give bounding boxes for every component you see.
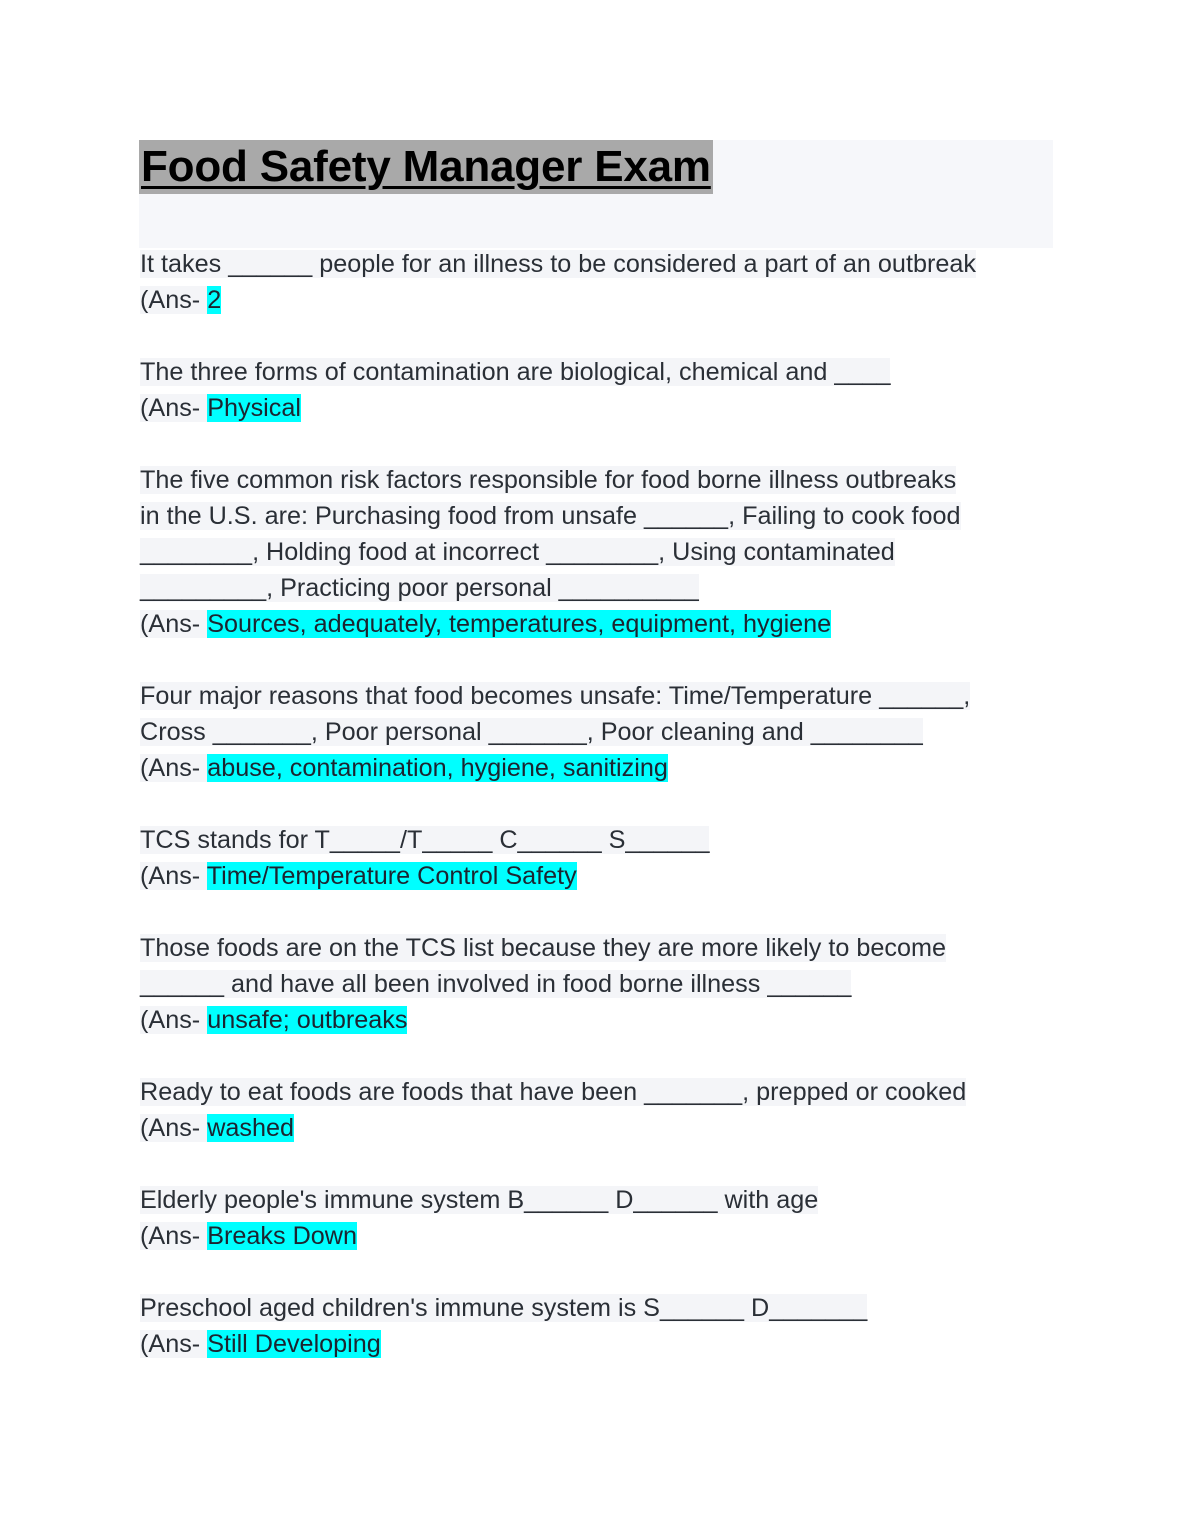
question-text: It takes ______ people for an illness to be considered a part of an outbreak [140,250,976,278]
question-item [140,1074,1060,1146]
answer-highlight: washed [207,1114,295,1142]
question-text: Four major reasons that food becomes unsafe: Time/Temperature ______, [140,682,971,710]
answer-highlight: Time/Temperature Control Safety [206,862,577,890]
answer-highlight: Sources, adequately, temperatures, equipment, hygiene [207,610,832,638]
answer-prefix: (Ans- [140,754,208,782]
answer-prefix: (Ans- [140,394,208,422]
answer-line [140,750,1060,786]
question-text: The three forms of contamination are biological, chemical and ____ [140,358,891,386]
answer-highlight: 2 [207,286,222,314]
answer-line [140,606,1060,642]
question-item [140,1290,1060,1362]
answer-line [140,1110,1060,1146]
question-text: ______ and have all been involved in food borne illness ______ [140,970,852,998]
answer-highlight: Physical [207,394,301,422]
question-text: _________, Practicing poor personal __________ [140,574,699,602]
answer-prefix: (Ans- [140,862,207,890]
answer-highlight: abuse, contamination, hygiene, sanitizing [207,754,668,782]
answer-prefix: (Ans- [140,1006,208,1034]
question-text: Preschool aged children's immune system is S______ D_______ [140,1294,868,1322]
question-item [140,246,1060,318]
question-line [140,354,1060,390]
question-line [140,462,1060,498]
question-line [140,1182,1060,1218]
question-line [140,930,1060,966]
question-item [140,678,1060,786]
answer-line [140,282,1060,318]
page-title: Food Safety Manager Exam [139,140,713,194]
question-line [140,246,1060,282]
question-line [140,822,1060,858]
question-text: The five common risk factors responsible for food borne illness outbreaks [140,466,957,494]
answer-line [140,858,1060,894]
answer-line [140,1218,1060,1254]
question-line [140,1074,1060,1110]
question-item [140,354,1060,426]
answer-line [140,390,1060,426]
answer-prefix: (Ans- [140,1114,208,1142]
question-text: TCS stands for T_____/T_____ C______ S______ [140,826,710,854]
answer-highlight: Still Developing [207,1330,381,1358]
question-line [140,570,1060,606]
question-line [140,714,1060,750]
answer-line [140,1002,1060,1038]
question-line [140,966,1060,1002]
question-text: in the U.S. are: Purchasing food from unsafe ______, Failing to cook food [140,502,961,530]
question-line [140,498,1060,534]
question-line [140,534,1060,570]
answer-line [140,1326,1060,1362]
answer-prefix: (Ans- [140,286,208,314]
answer-highlight: unsafe; outbreaks [207,1006,408,1034]
question-text: Elderly people's immune system B______ D______ with age [140,1186,819,1214]
answer-prefix: (Ans- [140,610,208,638]
question-text: Those foods are on the TCS list because they are more likely to become [140,934,946,962]
question-list [140,246,1060,1398]
question-item [140,930,1060,1038]
answer-prefix: (Ans- [140,1222,208,1250]
title-block [139,140,1053,248]
answer-highlight: Breaks Down [207,1222,357,1250]
question-text: Cross _______, Poor personal _______, Poor cleaning and ________ [140,718,923,746]
question-text: Ready to eat foods are foods that have been _______, prepped or cooked [140,1078,967,1106]
question-text: ________, Holding food at incorrect ________, Using contaminated [140,538,895,566]
question-item [140,1182,1060,1254]
question-line [140,1290,1060,1326]
question-item [140,462,1060,642]
answer-prefix: (Ans- [140,1330,208,1358]
question-item [140,822,1060,894]
question-line [140,678,1060,714]
